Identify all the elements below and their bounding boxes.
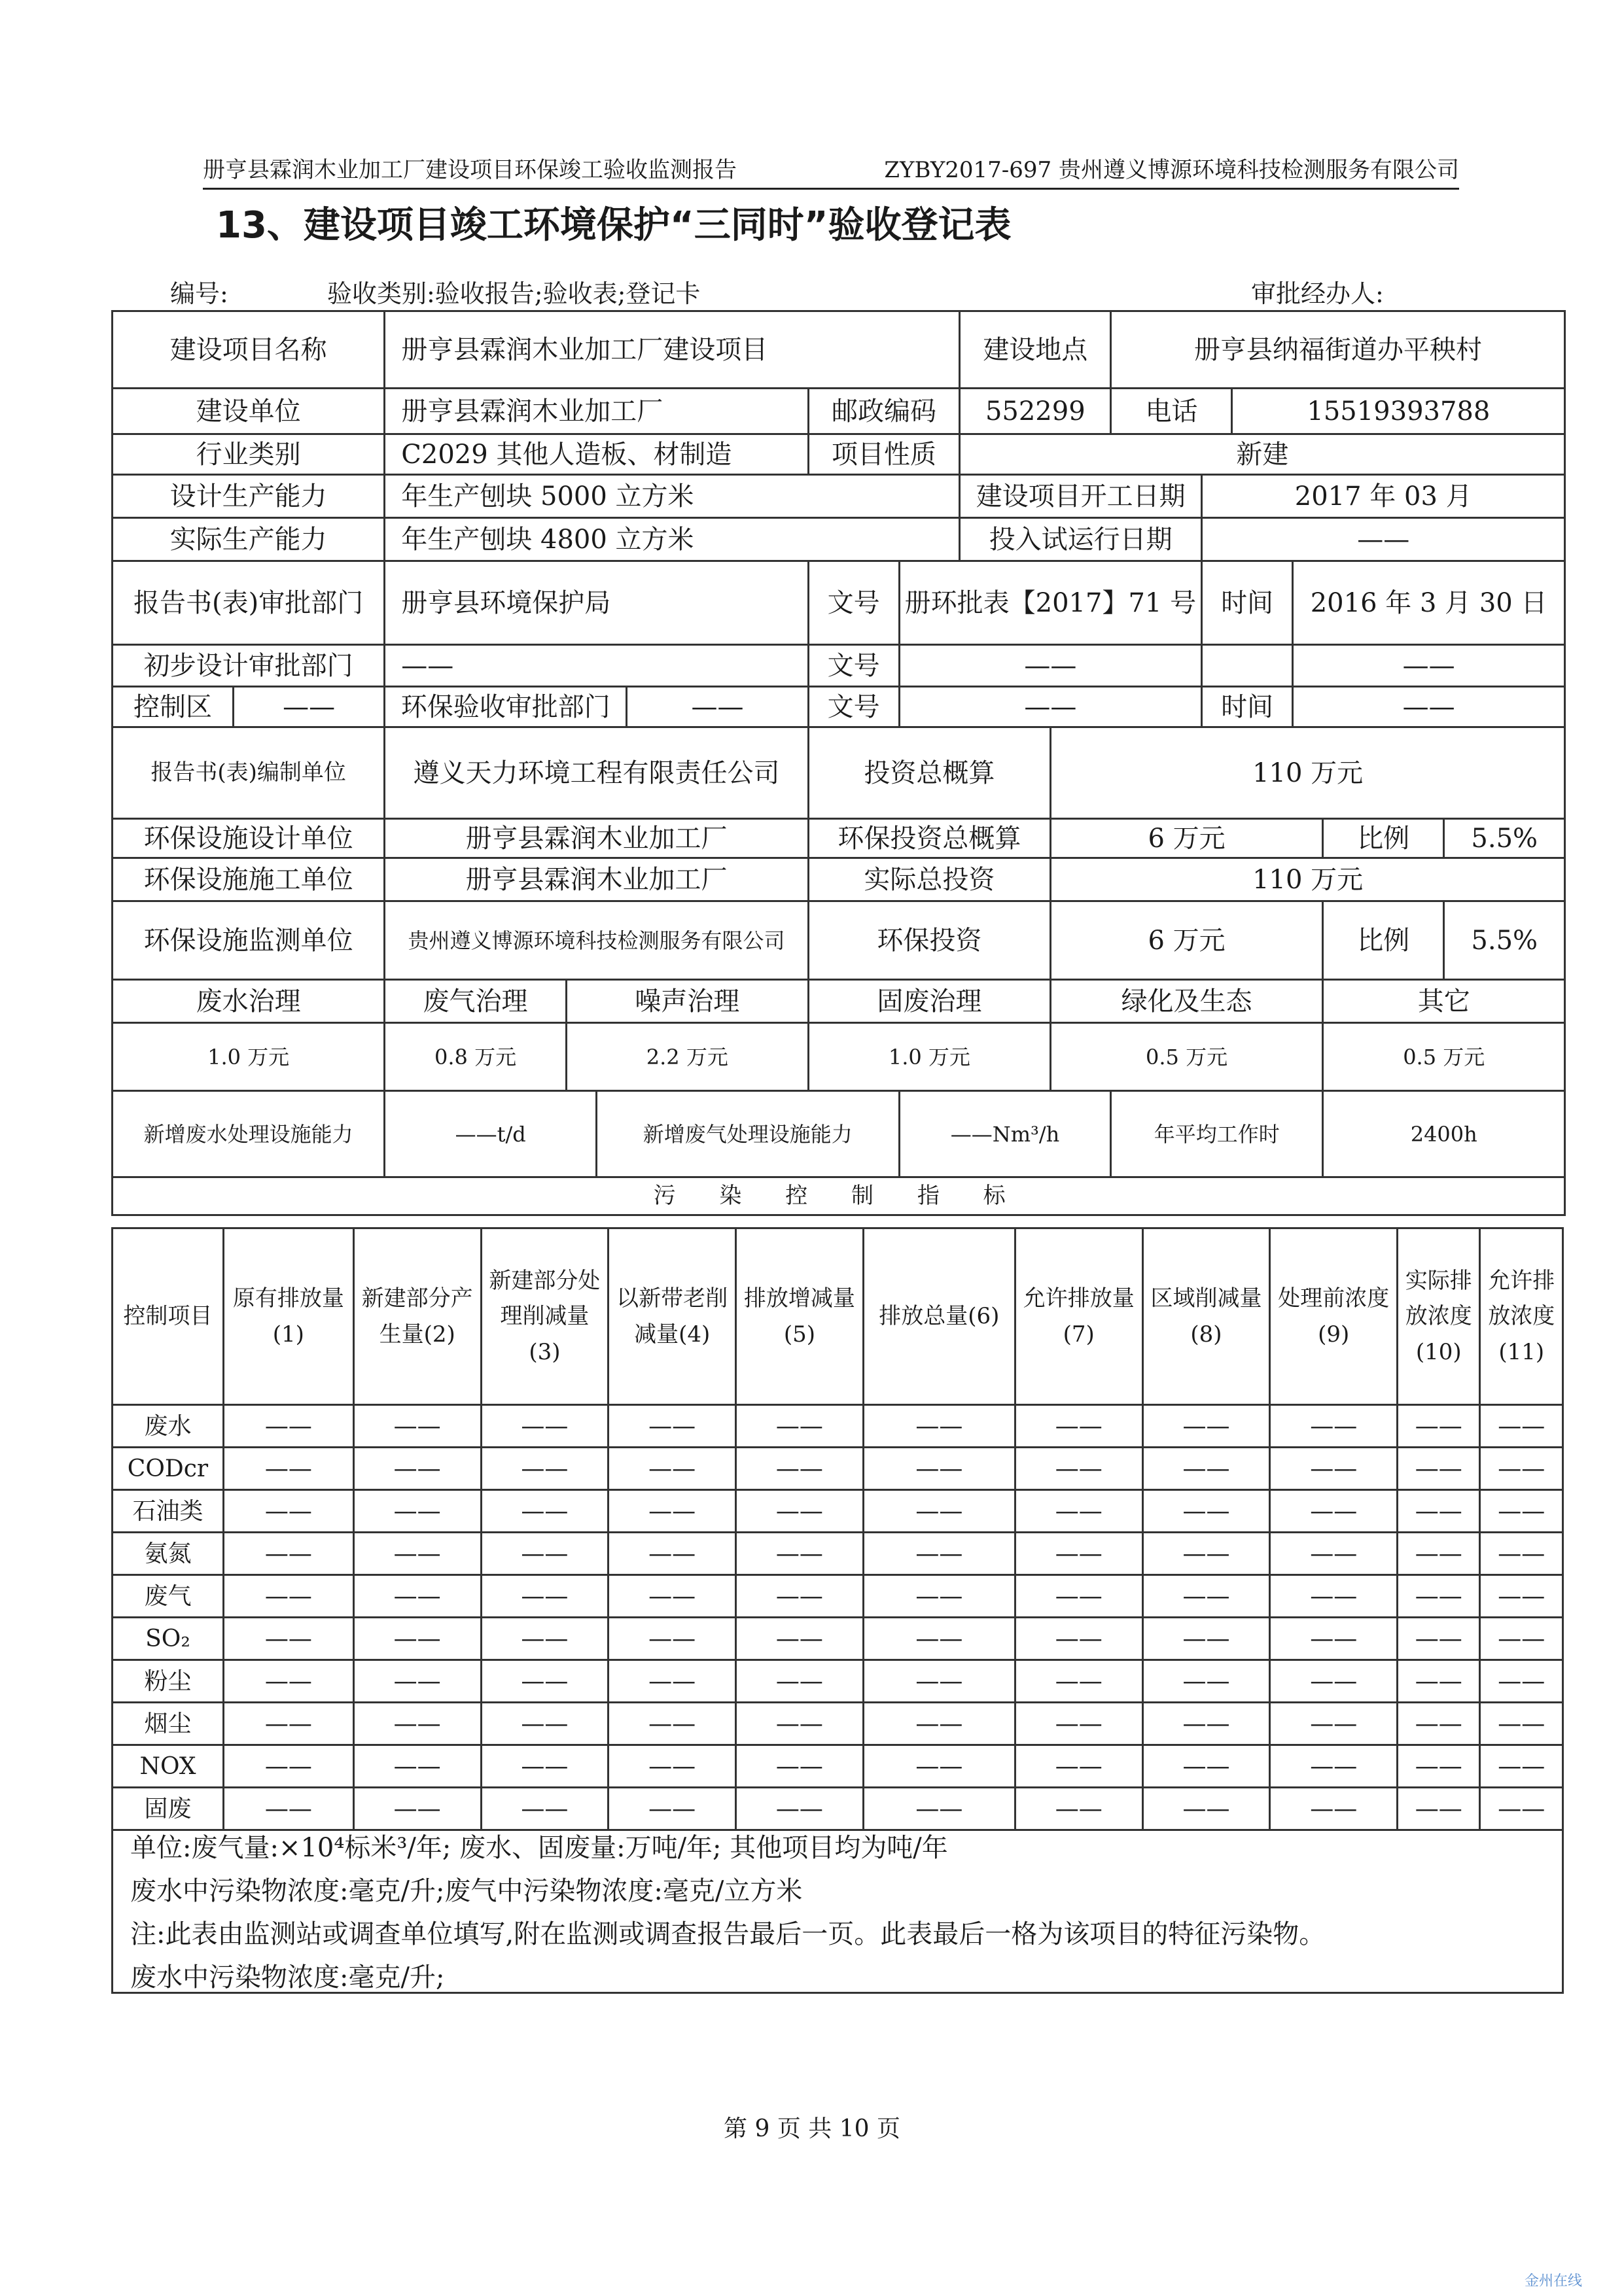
control-value: —— [609, 1533, 736, 1575]
location-label: 建设地点 [960, 311, 1111, 389]
control-value: —— [481, 1575, 609, 1618]
control-value: —— [223, 1405, 353, 1448]
page-number: 第 9 页 共 10 页 [724, 2115, 900, 2142]
ratio-budget-label: 比例 [1323, 819, 1444, 858]
acceptance-doc: —— [899, 687, 1202, 727]
prelim-doc-label: 文号 [808, 645, 899, 687]
control-header: 原有排放量(1) [223, 1228, 353, 1405]
control-value: —— [1015, 1575, 1142, 1618]
control-value: —— [1270, 1618, 1398, 1660]
exhaust-capacity: ——Nm³/h [899, 1091, 1111, 1177]
control-value: —— [1015, 1618, 1142, 1660]
control-value: —— [353, 1490, 481, 1533]
control-value: —— [609, 1575, 736, 1618]
trial-date-label: 投入试运行日期 [960, 518, 1202, 561]
design-capacity-label: 设计生产能力 [113, 475, 385, 518]
control-value: —— [736, 1533, 864, 1575]
control-value: —— [609, 1788, 736, 1830]
row-control-title [113, 1177, 1565, 1215]
control-value: —— [863, 1745, 1015, 1788]
number-label: 编号: [170, 279, 228, 308]
location: 册亨县纳福街道办平秧村 [1111, 311, 1565, 389]
project-name: 册亨县霖润木业加工厂建设项目 [385, 311, 960, 389]
control-value: —— [1480, 1448, 1563, 1490]
row-report-dept [113, 561, 1565, 645]
control-value: —— [1398, 1405, 1480, 1448]
control-value: —— [481, 1533, 609, 1575]
row-facility-design [113, 819, 1565, 858]
investment-value: 1.0 万元 [113, 1023, 385, 1091]
ratio-actual-label: 比例 [1323, 901, 1444, 980]
working-hours: 2400h [1323, 1091, 1565, 1177]
control-value: —— [353, 1660, 481, 1703]
report-time: 2016 年 3 月 30 日 [1292, 561, 1564, 645]
control-header: 处理前浓度(9) [1270, 1228, 1398, 1405]
control-value: —— [1398, 1618, 1480, 1660]
control-value: —— [609, 1405, 736, 1448]
actual-total: 110 万元 [1050, 858, 1564, 901]
control-value: —— [1015, 1745, 1142, 1788]
control-row [113, 1448, 1563, 1490]
control-value: —— [1480, 1745, 1563, 1788]
control-item: 固废 [113, 1788, 224, 1830]
ratio-budget: 5.5% [1444, 819, 1565, 858]
control-value: —— [353, 1533, 481, 1575]
investment-value: 0.5 万元 [1050, 1023, 1322, 1091]
control-value: —— [1142, 1575, 1270, 1618]
running-header-right: ZYBY2017-697 贵州遵义博源环境科技检测服务有限公司 [884, 157, 1459, 183]
control-value: —— [609, 1490, 736, 1533]
row-capacity [113, 1091, 1565, 1177]
acceptance-time: —— [1292, 687, 1564, 727]
investment-header: 废水治理 [113, 980, 385, 1023]
control-value: —— [863, 1448, 1015, 1490]
row-investment-headers [113, 980, 1565, 1023]
control-value: —— [1398, 1788, 1480, 1830]
investment-header: 绿化及生态 [1050, 980, 1322, 1023]
control-value: —— [1142, 1448, 1270, 1490]
control-value: —— [736, 1405, 864, 1448]
control-value: —— [223, 1533, 353, 1575]
control-row [113, 1490, 1563, 1533]
row-unit [113, 389, 1565, 434]
control-header: 新建部分产生量(2) [353, 1228, 481, 1405]
control-value: —— [223, 1745, 353, 1788]
design-capacity: 年生产刨块 5000 立方米 [385, 475, 960, 518]
control-header-row [113, 1228, 1563, 1405]
control-header: 排放增减量(5) [736, 1228, 864, 1405]
total-budget-label: 投资总概算 [808, 727, 1050, 819]
control-value: —— [1480, 1490, 1563, 1533]
control-value: —— [736, 1745, 864, 1788]
phone-label: 电话 [1111, 389, 1232, 434]
control-value: —— [481, 1490, 609, 1533]
control-value: —— [736, 1448, 864, 1490]
ratio-actual: 5.5% [1444, 901, 1565, 980]
control-rows [113, 1405, 1563, 1830]
control-value: —— [1398, 1448, 1480, 1490]
investment-header: 废气治理 [385, 980, 567, 1023]
control-value: —— [481, 1618, 609, 1660]
control-row [113, 1703, 1563, 1745]
control-value: —— [1398, 1575, 1480, 1618]
control-value: —— [609, 1660, 736, 1703]
control-row [113, 1533, 1563, 1575]
control-value: —— [1015, 1490, 1142, 1533]
control-item: 石油类 [113, 1490, 224, 1533]
control-area-label: 控制区 [113, 687, 234, 727]
project-name-label: 建设项目名称 [113, 311, 385, 389]
investment-value: 2.2 万元 [566, 1023, 808, 1091]
control-header: 以新带老削减量(4) [609, 1228, 736, 1405]
control-value: —— [1480, 1618, 1563, 1660]
control-value: —— [863, 1660, 1015, 1703]
start-date-label: 建设项目开工日期 [960, 475, 1202, 518]
control-value: —— [736, 1490, 864, 1533]
acceptance-dept: —— [627, 687, 809, 727]
control-header: 允许排放浓度(11) [1480, 1228, 1563, 1405]
control-value: —— [736, 1703, 864, 1745]
row-control-area [113, 687, 1565, 727]
control-value: —— [1270, 1405, 1398, 1448]
running-header [203, 152, 1459, 190]
control-section-title: 污 染 控 制 指 标 [113, 1177, 1565, 1215]
control-value: —— [1142, 1490, 1270, 1533]
registration-table [111, 310, 1566, 1216]
control-value: —— [863, 1618, 1015, 1660]
control-value: —— [1270, 1788, 1398, 1830]
control-row [113, 1618, 1563, 1660]
control-value: —— [863, 1490, 1015, 1533]
compile-unit-label: 报告书(表)编制单位 [113, 727, 385, 819]
start-date: 2017 年 03 月 [1202, 475, 1565, 518]
control-value: —— [1270, 1660, 1398, 1703]
row-compile-unit [113, 727, 1565, 819]
investment-value: 0.5 万元 [1323, 1023, 1565, 1091]
wastewater-capacity: ——t/d [385, 1091, 597, 1177]
control-value: —— [609, 1618, 736, 1660]
report-doc-label: 文号 [808, 561, 899, 645]
actual-total-label: 实际总投资 [808, 858, 1050, 901]
row-facility-monitor [113, 901, 1565, 980]
control-value: —— [223, 1575, 353, 1618]
control-value: —— [223, 1703, 353, 1745]
control-value: —— [1270, 1533, 1398, 1575]
investment-header: 噪声治理 [566, 980, 808, 1023]
control-header: 区域削减量(8) [1142, 1228, 1270, 1405]
facility-build: 册亨县霖润木业加工厂 [385, 858, 809, 901]
control-value: —— [1270, 1575, 1398, 1618]
facility-monitor: 贵州遵义博源环境科技检测服务有限公司 [385, 901, 809, 980]
control-item: 氨氮 [113, 1533, 224, 1575]
control-value: —— [1480, 1405, 1563, 1448]
acceptance-dept-label: 环保验收审批部门 [385, 687, 627, 727]
control-area: —— [234, 687, 385, 727]
control-value: —— [863, 1575, 1015, 1618]
running-header-left: 册亨县霖润木业加工厂建设项目环保竣工验收监测报告 [203, 157, 737, 183]
control-value: —— [1142, 1788, 1270, 1830]
control-value: —— [1142, 1745, 1270, 1788]
control-item: 烟尘 [113, 1703, 224, 1745]
note-concentration: 废水中污染物浓度:毫克/升;废气中污染物浓度:毫克/立方米 [130, 1876, 803, 1906]
control-value: —— [1270, 1745, 1398, 1788]
control-value: —— [353, 1618, 481, 1660]
control-row [113, 1745, 1563, 1788]
control-value: —— [353, 1788, 481, 1830]
report-dept-label: 报告书(表)审批部门 [113, 561, 385, 645]
prelim-time-label [1202, 645, 1293, 687]
prelim-label: 初步设计审批部门 [113, 645, 385, 687]
control-value: —— [1142, 1533, 1270, 1575]
exhaust-capacity-label: 新增废气处理设施能力 [597, 1091, 900, 1177]
nature: 新建 [960, 434, 1565, 475]
page-title: 13、建设项目竣工环境保护“三同时”验收登记表 [216, 204, 1012, 247]
control-value: —— [1270, 1703, 1398, 1745]
control-value: —— [609, 1703, 736, 1745]
row-investment-values [113, 1023, 1565, 1091]
control-header: 新建部分处理削减量(3) [481, 1228, 609, 1405]
row-prelim [113, 645, 1565, 687]
facility-design: 册亨县霖润木业加工厂 [385, 819, 809, 858]
control-value: —— [736, 1788, 864, 1830]
control-value: —— [1398, 1490, 1480, 1533]
unit-label: 建设单位 [113, 389, 385, 434]
note-wastewater: 废水中污染物浓度:毫克/升; [130, 1962, 445, 1992]
env-invest: 6 万元 [1050, 901, 1322, 980]
working-hours-label: 年平均工作时 [1111, 1091, 1323, 1177]
total-budget: 110 万元 [1050, 727, 1564, 819]
prelim-time: —— [1292, 645, 1564, 687]
control-value: —— [223, 1788, 353, 1830]
wastewater-capacity-label: 新增废水处理设施能力 [113, 1091, 385, 1177]
control-header: 允许排放量(7) [1015, 1228, 1142, 1405]
control-value: —— [609, 1448, 736, 1490]
control-value: —— [1142, 1660, 1270, 1703]
phone: 15519393788 [1232, 389, 1565, 434]
control-value: —— [863, 1788, 1015, 1830]
control-value: —— [1142, 1703, 1270, 1745]
control-value: —— [1015, 1448, 1142, 1490]
control-item: 废水 [113, 1405, 224, 1448]
control-value: —— [1480, 1533, 1563, 1575]
control-value: —— [481, 1660, 609, 1703]
control-value: —— [736, 1618, 864, 1660]
control-value: —— [353, 1703, 481, 1745]
control-header: 实际排放浓度(10) [1398, 1228, 1480, 1405]
control-value: —— [1398, 1533, 1480, 1575]
acceptance-category: 验收类别:验收报告;验收表;登记卡 [327, 279, 701, 308]
control-value: —— [1480, 1788, 1563, 1830]
control-value: —— [1142, 1405, 1270, 1448]
control-value: —— [353, 1405, 481, 1448]
approver-label: 审批经办人: [1251, 279, 1384, 308]
prelim-dept: —— [385, 645, 809, 687]
control-value: —— [223, 1660, 353, 1703]
control-value: —— [1480, 1575, 1563, 1618]
row-project-name [113, 311, 1565, 389]
facility-design-label: 环保设施设计单位 [113, 819, 385, 858]
postcode-label: 邮政编码 [808, 389, 959, 434]
pollution-control-table [111, 1227, 1564, 1831]
acceptance-time-label: 时间 [1202, 687, 1293, 727]
row-industry [113, 434, 1565, 475]
control-value: —— [1270, 1448, 1398, 1490]
control-value: —— [481, 1448, 609, 1490]
control-value: —— [1398, 1745, 1480, 1788]
control-row [113, 1405, 1563, 1448]
control-value: —— [1015, 1660, 1142, 1703]
control-item: NOX [113, 1745, 224, 1788]
control-value: —— [1398, 1660, 1480, 1703]
trial-date: —— [1202, 518, 1565, 561]
control-value: —— [1398, 1703, 1480, 1745]
control-value: —— [223, 1618, 353, 1660]
postcode: 552299 [960, 389, 1111, 434]
control-value: —— [223, 1448, 353, 1490]
row-actual-capacity [113, 518, 1565, 561]
control-value: —— [223, 1490, 353, 1533]
control-value: —— [1015, 1533, 1142, 1575]
control-value: —— [1015, 1703, 1142, 1745]
note-units: 单位:废气量:×10⁴标米³/年; 废水、固废量:万吨/年; 其他项目均为吨/年 [130, 1833, 948, 1863]
control-item: CODcr [113, 1448, 224, 1490]
facility-build-label: 环保设施施工单位 [113, 858, 385, 901]
investment-value: 1.0 万元 [808, 1023, 1050, 1091]
control-value: —— [609, 1745, 736, 1788]
investment-header: 其它 [1323, 980, 1565, 1023]
nature-label: 项目性质 [808, 434, 959, 475]
report-dept: 册亨县环境保护局 [385, 561, 809, 645]
industry: C2029 其他人造板、材制造 [385, 434, 809, 475]
investment-header: 固废治理 [808, 980, 1050, 1023]
control-value: —— [481, 1405, 609, 1448]
watermark: 金州在线 [1525, 2273, 1583, 2289]
control-value: —— [353, 1745, 481, 1788]
control-value: —— [1142, 1618, 1270, 1660]
control-value: —— [736, 1575, 864, 1618]
control-item: 废气 [113, 1575, 224, 1618]
control-row [113, 1660, 1563, 1703]
control-value: —— [1015, 1405, 1142, 1448]
control-header: 排放总量(6) [863, 1228, 1015, 1405]
env-budget: 6 万元 [1050, 819, 1322, 858]
report-doc-no: 册环批表【2017】71 号 [899, 561, 1202, 645]
control-value: —— [863, 1703, 1015, 1745]
control-value: —— [863, 1405, 1015, 1448]
control-value: —— [1480, 1660, 1563, 1703]
env-invest-label: 环保投资 [808, 901, 1050, 980]
control-value: —— [353, 1575, 481, 1618]
env-budget-label: 环保投资总概算 [808, 819, 1050, 858]
control-value: —— [481, 1703, 609, 1745]
unit: 册亨县霖润木业加工厂 [385, 389, 809, 434]
control-value: —— [1015, 1788, 1142, 1830]
control-value: —— [1480, 1703, 1563, 1745]
industry-label: 行业类别 [113, 434, 385, 475]
control-value: —— [736, 1660, 864, 1703]
control-value: —— [863, 1533, 1015, 1575]
control-item: 粉尘 [113, 1660, 224, 1703]
control-row [113, 1575, 1563, 1618]
row-design-capacity [113, 475, 1565, 518]
control-value: —— [481, 1745, 609, 1788]
investment-value: 0.8 万元 [385, 1023, 567, 1091]
control-value: —— [1270, 1490, 1398, 1533]
acceptance-doc-label: 文号 [808, 687, 899, 727]
report-time-label: 时间 [1202, 561, 1293, 645]
prelim-doc: —— [899, 645, 1202, 687]
row-facility-build [113, 858, 1565, 901]
actual-capacity: 年生产刨块 4800 立方米 [385, 518, 960, 561]
compile-unit: 遵义天力环境工程有限责任公司 [385, 727, 809, 819]
control-value: —— [353, 1448, 481, 1490]
note-remark: 注:此表由监测站或调查单位填写,附在监测或调查报告最后一页。此表最后一格为该项目的特征污染物。 [130, 1919, 1326, 1949]
control-header: 控制项目 [113, 1228, 224, 1405]
notes [111, 1817, 1564, 1994]
control-item: SO₂ [113, 1618, 224, 1660]
facility-monitor-label: 环保设施监测单位 [113, 901, 385, 980]
control-value: —— [481, 1788, 609, 1830]
actual-capacity-label: 实际生产能力 [113, 518, 385, 561]
